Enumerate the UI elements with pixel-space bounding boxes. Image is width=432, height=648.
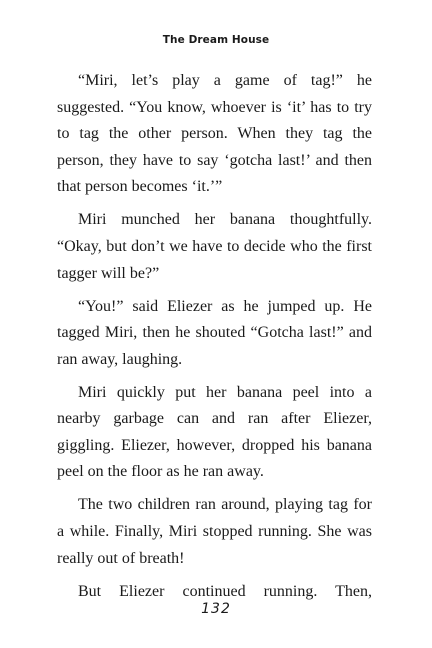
paragraph: But Eliezer continued running. Then, — [78, 582, 372, 600]
body-text — [57, 68, 372, 605]
paragraph: Miri munched her banana thoughtfully. “Okay, but don’t we have to decide who the first tagger will be?” — [57, 211, 372, 282]
paragraph: The two children ran around, playing tag for a while. Finally, Miri stopped running. She was really out of breath! — [57, 496, 372, 567]
paragraph: Miri quickly put her banana peel into a nearby garbage can and ran after Eliezer, giggling. Eliezer, however, dropped his banana peel on the floor as he ran away. — [57, 383, 372, 481]
paragraph: “You!” said Eliezer as he jumped up. He tagged Miri, then he shouted “Gotcha last!” and ran away, laughing. — [57, 297, 372, 368]
paragraph: “Miri, let’s play a game of tag!” he suggested. “You know, whoever is ‘it’ has to try to tag the other person. When they tag the person, they have to say ‘gotcha last!’ and then that person becomes ‘it.’” — [57, 72, 372, 196]
running-head: The Dream House — [162, 34, 270, 46]
page-number: 132 — [201, 601, 231, 617]
